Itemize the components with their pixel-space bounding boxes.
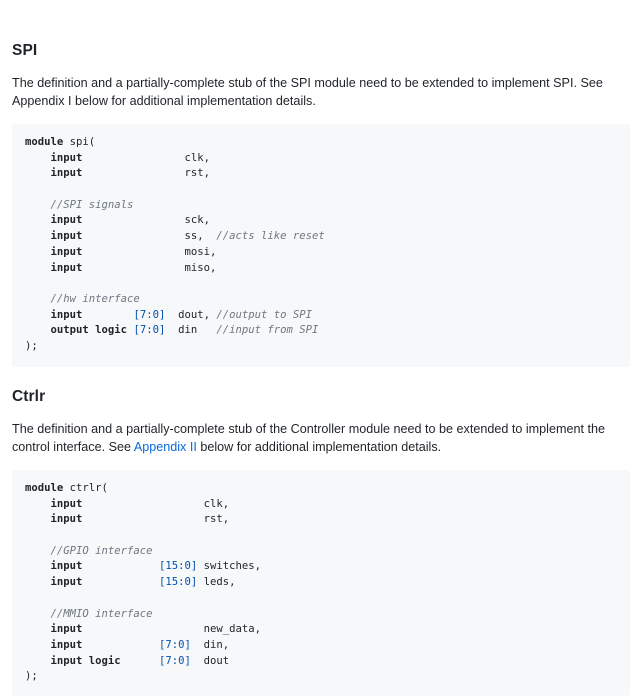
bit-range: [7:0] <box>133 308 166 321</box>
module-close: ); <box>25 670 38 683</box>
keyword: input <box>50 261 83 274</box>
keyword: input <box>50 214 83 227</box>
spi-description: The definition and a partially-complete stub of the SPI module need to be extended to implement SPI. See Appendix I below for additional implementation details. <box>12 76 603 108</box>
signal-name: din <box>178 324 198 337</box>
blank-line <box>25 276 617 292</box>
keyword: input <box>50 560 83 573</box>
code-line <box>25 654 617 670</box>
code-line <box>25 497 617 513</box>
signal-name: switches, <box>203 560 262 573</box>
blank-line <box>25 591 617 607</box>
keyword: input <box>50 497 83 510</box>
code-line <box>25 481 617 497</box>
keyword: input <box>50 513 83 526</box>
code-comment: //SPI signals <box>50 198 134 211</box>
spi-heading: SPI <box>12 42 38 59</box>
keyword: input <box>50 151 83 164</box>
code-line <box>25 151 617 167</box>
blank-line <box>25 182 617 198</box>
signal-name: clk, <box>203 497 230 510</box>
keyword: input <box>50 638 83 651</box>
code-line <box>25 607 617 623</box>
signal-name: ss, <box>184 230 204 243</box>
code-line <box>25 229 617 245</box>
appendix-ii-link[interactable]: Appendix II <box>133 440 197 454</box>
signal-name: rst, <box>184 167 210 180</box>
keyword: input <box>50 576 83 589</box>
code-line <box>25 559 617 575</box>
bit-range: [15:0] <box>158 576 198 589</box>
bit-range: [7:0] <box>133 324 166 337</box>
code-line <box>25 213 617 229</box>
signal-name: new_data, <box>203 623 261 636</box>
code-comment: //output to SPI <box>216 308 313 321</box>
code-comment: //acts like reset <box>216 230 325 243</box>
module-close: ); <box>25 339 38 352</box>
keyword: input <box>50 623 83 636</box>
code-line <box>25 339 617 355</box>
code-line <box>25 638 617 654</box>
code-comment: //input from SPI <box>216 324 319 337</box>
keyword: input <box>50 167 83 180</box>
ctrlr-code-block <box>12 470 630 696</box>
module-name: spi( <box>69 136 96 148</box>
signal-name: din, <box>203 638 230 651</box>
keyword: output logic <box>50 324 128 337</box>
ctrlr-desc-text-end: below for additional implementation details. <box>196 440 442 454</box>
code-line <box>25 323 617 339</box>
module-name: ctrlr( <box>69 482 108 494</box>
code-line <box>25 292 617 308</box>
code-comment: //hw interface <box>50 292 140 305</box>
signal-name: dout, <box>178 308 210 321</box>
code-line <box>25 575 617 591</box>
signal-name: mosi, <box>184 245 217 258</box>
code-line <box>25 198 617 214</box>
keyword: input <box>50 308 83 321</box>
ctrlr-heading: Ctrlr <box>12 388 46 405</box>
keyword: module <box>25 482 64 494</box>
code-line <box>25 622 617 638</box>
signal-name: clk, <box>184 151 210 164</box>
keyword: module <box>25 136 64 148</box>
bit-range: [7:0] <box>158 654 191 667</box>
signal-name: miso, <box>184 261 217 274</box>
signal-name: rst, <box>203 513 230 526</box>
code-line <box>25 308 617 324</box>
code-line <box>25 544 617 560</box>
blank-line <box>25 528 617 544</box>
ctrlr-desc-text: The definition and a partially-complete stub of the Controller module need to be extended to implement the control interface. See <box>12 422 605 454</box>
code-comment: //MMIO interface <box>50 607 153 620</box>
code-line <box>25 261 617 277</box>
spi-code-block <box>12 124 630 367</box>
keyword: input <box>50 245 83 258</box>
bit-range: [15:0] <box>158 560 198 573</box>
signal-name: sck, <box>184 214 210 227</box>
code-line <box>25 512 617 528</box>
code-line <box>25 669 617 685</box>
code-line <box>25 135 617 151</box>
keyword: input logic <box>50 654 121 667</box>
code-comment: //GPIO interface <box>50 544 153 557</box>
keyword: input <box>50 230 83 243</box>
signal-name: leds, <box>203 576 236 589</box>
bit-range: [7:0] <box>158 638 191 651</box>
signal-name: dout <box>203 654 230 667</box>
code-line <box>25 166 617 182</box>
code-line <box>25 245 617 261</box>
ctrlr-description <box>12 420 627 456</box>
